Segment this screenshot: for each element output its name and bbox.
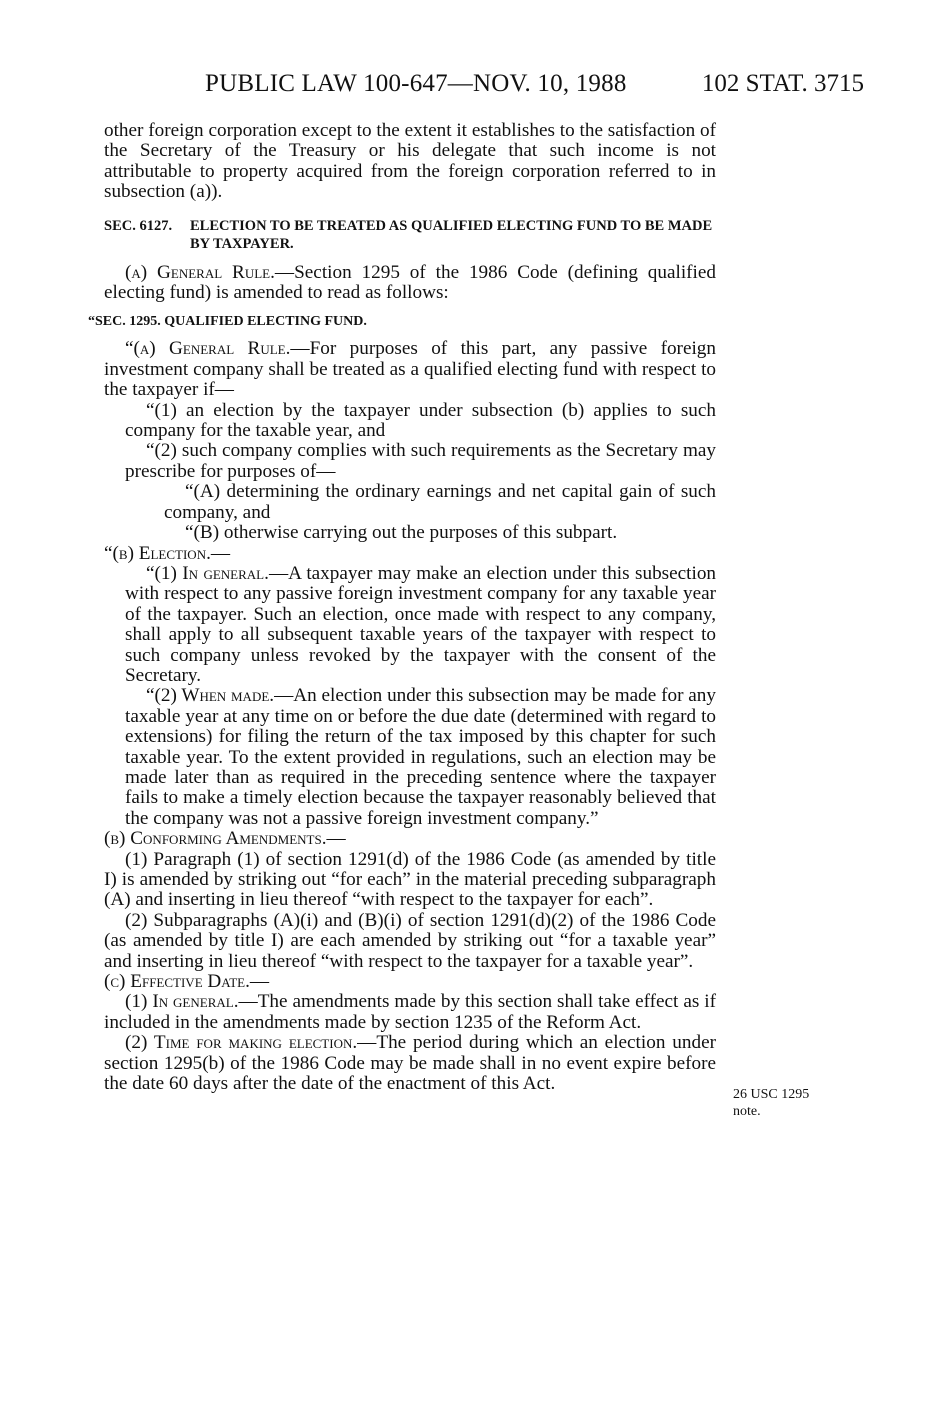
paragraph-c1-label: (1) In general. [125, 991, 239, 1013]
paragraph-b1: (1) Paragraph (1) of section 1291(d) of the 1986 Code (as amended by title I) is amended by striking out “for each” in the material preceding subparagraph (A) and inserting in lieu thereof “with respect to the taxpayer for each”. [104, 848, 716, 911]
quoted-subparagraph-A: “(A) determining the ordinary earnings and net capital gain of such company, and [164, 481, 716, 523]
quoted-subsection-a-label: “(a) General Rule. [125, 338, 291, 360]
quoted-subsection-b [104, 544, 716, 564]
quoted-subsection-b-label: “(b) Election. [104, 542, 211, 564]
subsection-c-label: (c) Effective Date. [104, 971, 250, 993]
stat-page-number: 102 STAT. 3715 [701, 70, 864, 97]
subsection-b-label: (b) Conforming Amendments. [104, 828, 327, 850]
subsection-c [104, 972, 716, 992]
subsection-b-dash: — [326, 828, 346, 850]
paragraph-c2 [104, 1033, 716, 1094]
quoted-subsection-a [104, 339, 716, 400]
quoted-paragraph-a1: “(1) an election by the taxpayer under subsection (b) applies to such company for the taxable year, and [125, 399, 716, 442]
quoted-paragraph-b2-label: “(2) When made. [146, 685, 275, 707]
section-heading [104, 217, 716, 253]
running-head-title: PUBLIC LAW 100-647—NOV. 10, 1988 [205, 70, 627, 97]
quoted-paragraph-b2-text: —An election under this subsection may be made for any taxable year at any time on or before the due date (determined with regard to extensions) for filing the return of the tax imposed by this chapter for such taxable year. To the extent provided in regulations, such an election may be made later than as required in the preceding sentence where the taxpayer fails to make a timely election because the taxpayer reasonably believed that the company was not a passive foreign investment company.” [125, 685, 716, 829]
marginal-note-label: note. [733, 1104, 761, 1119]
quoted-subsection-b-dash: — [210, 542, 231, 564]
subsection-a [104, 263, 716, 304]
paragraph-b2: (2) Subparagraphs (A)(i) and (B)(i) of section 1291(d)(2) of the 1986 Code (as amended by title I) are each amended by striking out “for a taxable year” and inserting in lieu thereof “with respect to the taxpayer for a taxable year”. [104, 909, 716, 972]
subsection-a-text: —Section 1295 of the 1986 Code (defining qualified electing fund) is amended to read as follows: [104, 261, 716, 304]
quoted-paragraph-b2 [104, 686, 716, 829]
quoted-paragraph-a2: “(2) such company complies with such requirements as the Secretary may prescribe for purposes of— [125, 440, 716, 482]
subsection-c-dash: — [249, 971, 270, 993]
quoted-paragraph-b1-label: “(1) In general. [146, 562, 269, 584]
subsection-b [104, 829, 716, 849]
quoted-section-heading: “SEC. 1295. QUALIFIED ELECTING FUND. [88, 314, 367, 330]
quoted-subsection-a-text: —For purposes of this part, any passive foreign investment company shall be treated as a qualified electing fund with respect to the taxpayer if— [104, 338, 716, 401]
section-number: SEC. 6127. [104, 217, 173, 234]
quoted-subparagraph-B: “(B) otherwise carrying out the purposes of this subpart. [185, 522, 618, 544]
continuation-paragraph: other foreign corporation except to the extent it establishes to the satisfaction of the Secretary of the Treasury or his delegate that such income is not attributable to property acquired from the foreign corporation referred to in subsection (a)). [104, 120, 716, 203]
paragraph-c1-text: —The amendments made by this section shall take effect as if included in the amendments made by section 1235 of the Reform Act. [104, 991, 716, 1033]
quoted-paragraph-b1 [104, 564, 716, 686]
section-title: ELECTION TO BE TREATED AS QUALIFIED ELECTING FUND TO BE MADE BY TAXPAYER. [190, 217, 713, 252]
paragraph-c2-label: (2) Time for making election. [125, 1032, 358, 1054]
marginal-note [733, 1086, 809, 1120]
statute-text [88, 120, 717, 1095]
quoted-paragraph-b1-text: —A taxpayer may make an election under this subsection with respect to any passive foreign investment company for any taxable year of the taxpayer. Such an election, once made with respect to any company, shall apply to all subsequent taxable years of the taxpayer with respect to such company unless revoked by the taxpayer with the consent of the Secretary. [125, 562, 717, 686]
subsection-a-label: (a) General Rule. [125, 261, 275, 283]
marginal-note-citation: 26 USC 1295 [733, 1087, 810, 1102]
paragraph-c1 [104, 992, 716, 1033]
paragraph-c2-text: —The period during which an election under section 1295(b) of the 1986 Code may be made shall in no event expire before the date 60 days after the date of the enactment of this Act. [104, 1032, 716, 1095]
